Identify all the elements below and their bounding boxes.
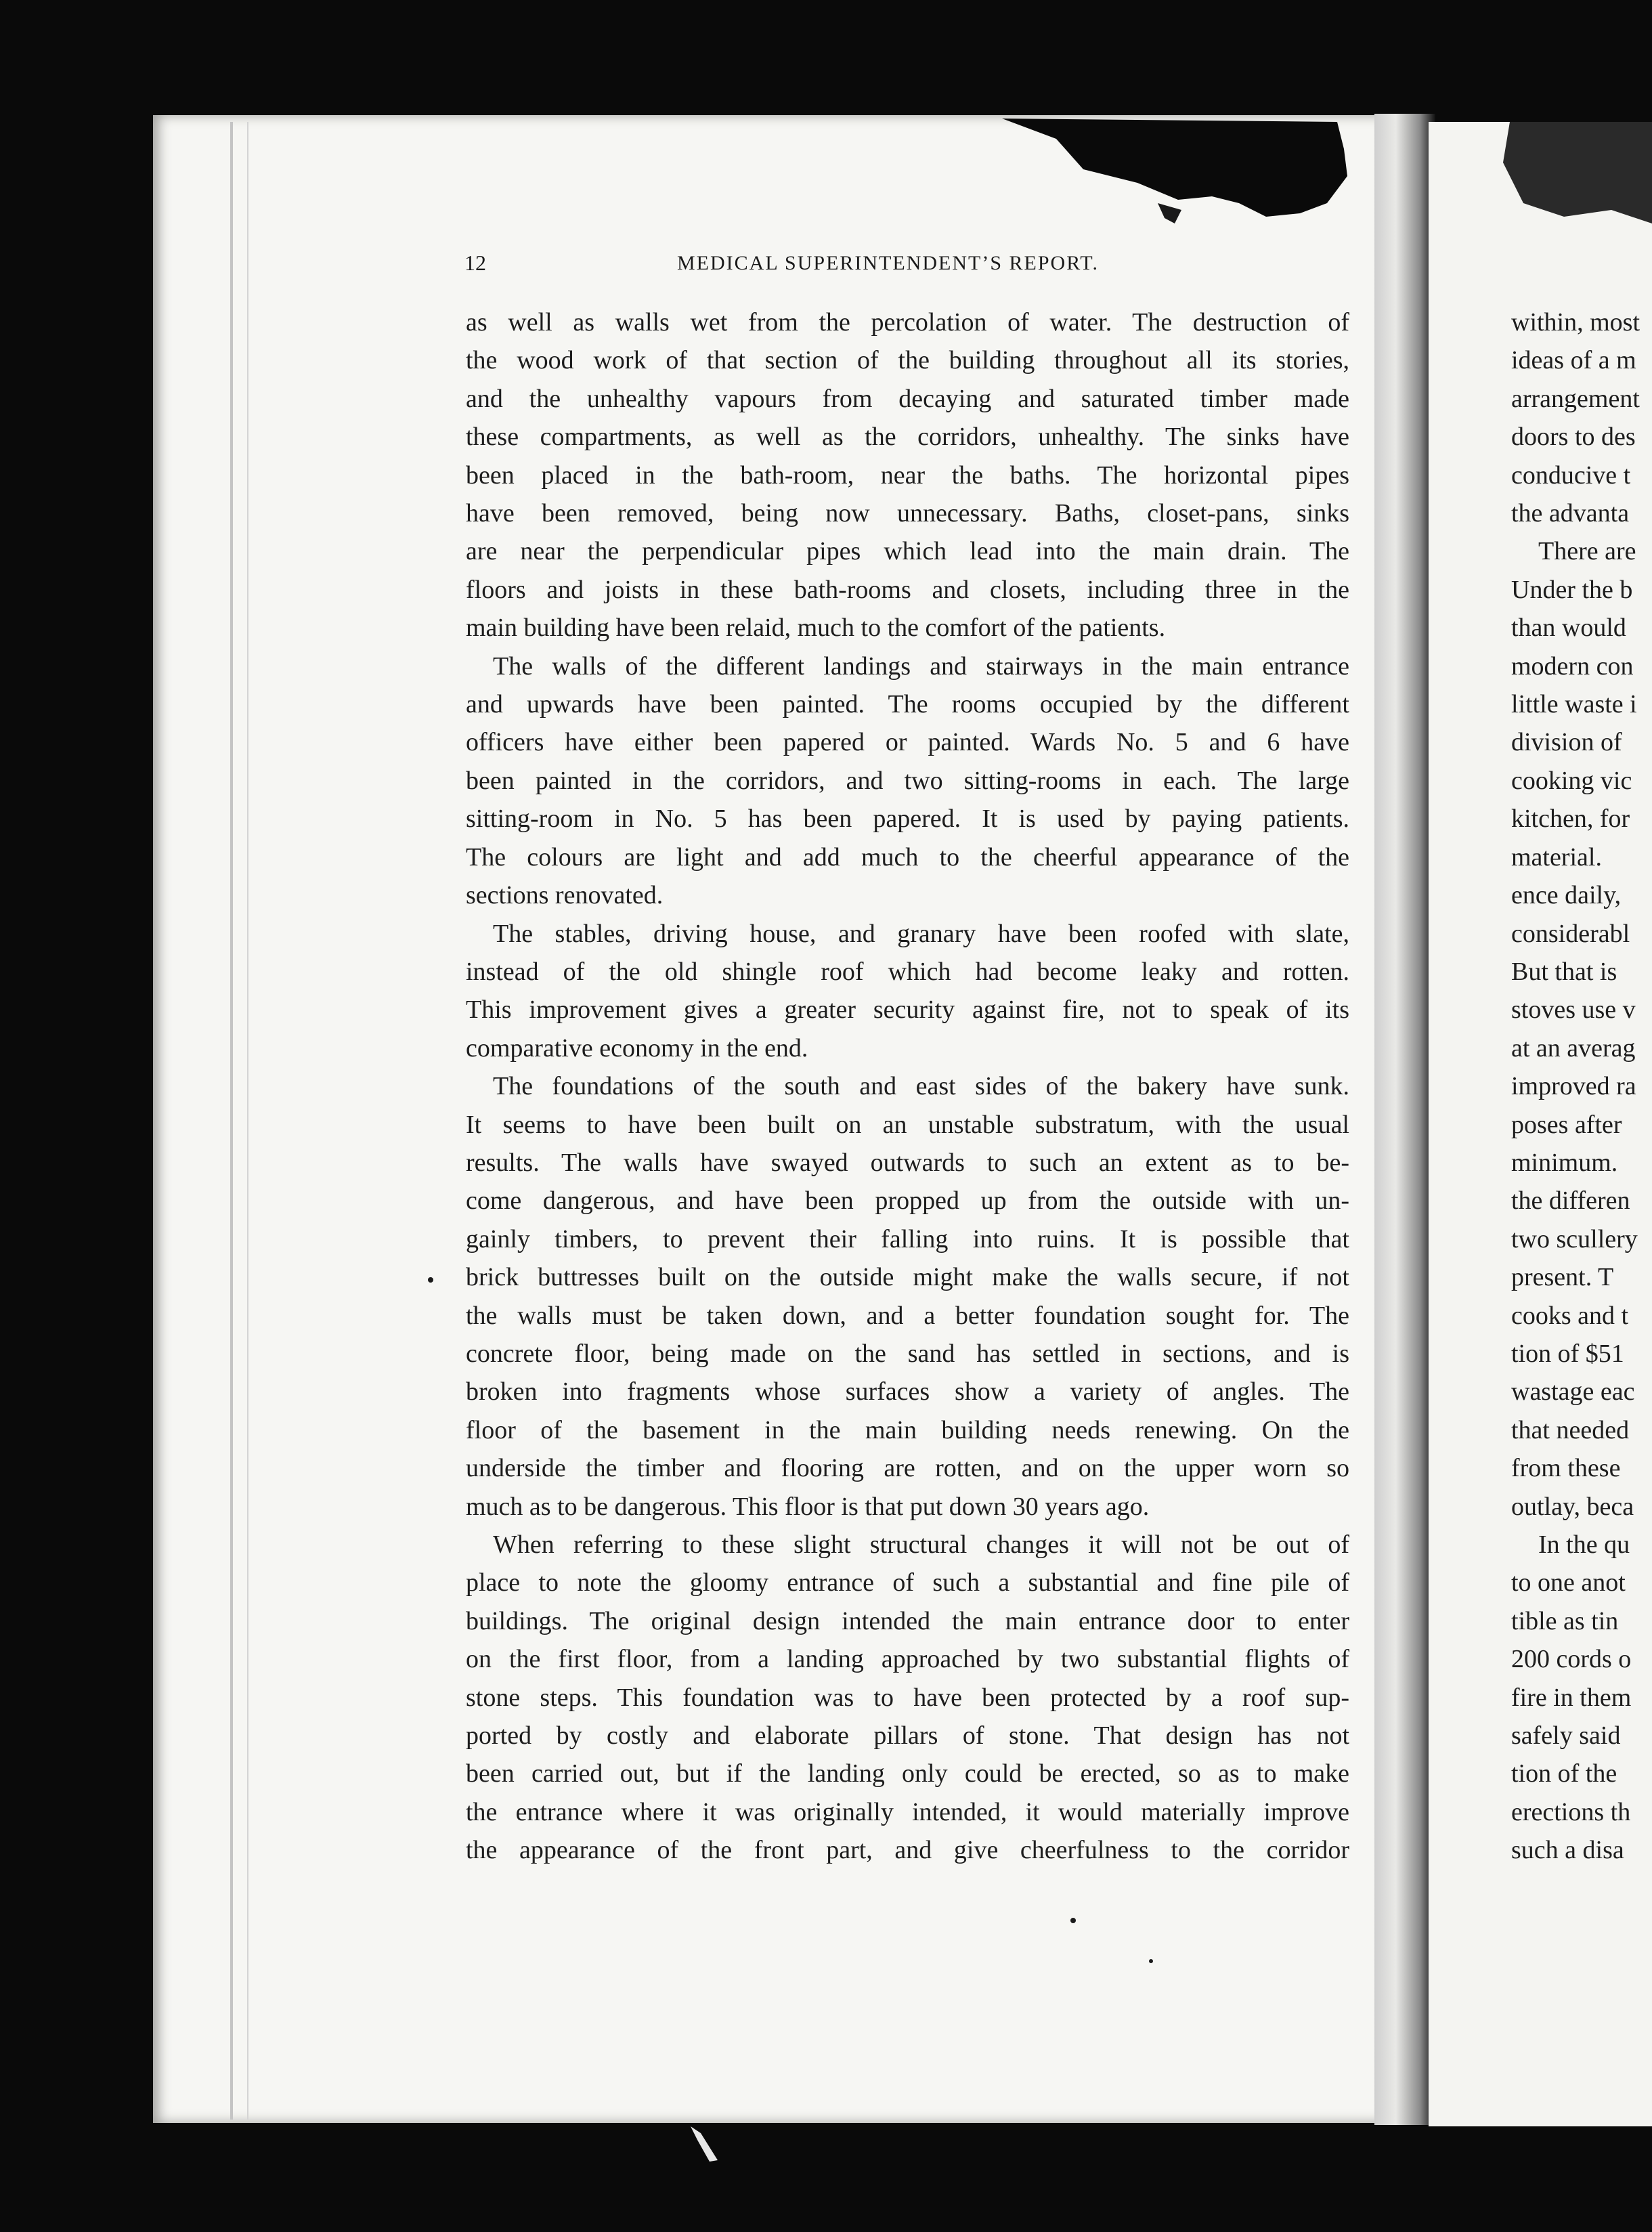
text-line: to one anot <box>1511 1568 1626 1597</box>
text-line: the advanta <box>1511 499 1630 528</box>
text-line: tion of $51 <box>1511 1339 1624 1368</box>
text-line: the differen <box>1511 1186 1630 1216</box>
text-line: broken into fragments whose surfaces show a variety of angles. The <box>466 1377 1349 1407</box>
text-line: stoves use v <box>1511 995 1636 1025</box>
text-line: on the first floor, from a landing approached by two substantial flights of <box>466 1645 1349 1674</box>
text-line: In the qu <box>1538 1530 1630 1559</box>
right-page-clip <box>1429 122 1652 2126</box>
text-line: minimum. <box>1511 1148 1618 1177</box>
text-line: ideas of a m <box>1511 346 1636 375</box>
text-line: are near the perpendicular pipes which lead into the main drain. The <box>466 537 1349 566</box>
page-number: 12 <box>464 251 486 275</box>
text-line: the wood work of that section of the building throughout all its stories, <box>466 346 1349 375</box>
text-line: wastage eac <box>1511 1377 1635 1407</box>
text-line: the appearance of the front part, and give cheerfulness to the corridor <box>466 1836 1349 1865</box>
text-line: floor of the basement in the main building needs renewing. On the <box>466 1415 1349 1444</box>
text-line: and upwards have been painted. The rooms occupied by the different <box>466 690 1349 719</box>
text-line: place to note the gloomy entrance of such a substantial and fine pile of <box>466 1568 1349 1597</box>
text-line: 200 cords o <box>1511 1645 1632 1674</box>
text-line: arrangement <box>1511 384 1640 413</box>
text-line: outlay, beca <box>1511 1492 1634 1521</box>
text-line: tion of the <box>1511 1759 1617 1788</box>
text-line: two scullery <box>1511 1224 1638 1253</box>
text-line: ported by costly and elaborate pillars of stone. That design has not <box>466 1721 1349 1751</box>
text-line: sitting-room in No. 5 has been papered. It is used by paying patients. <box>466 804 1349 834</box>
text-line: sections renovated. <box>466 881 664 910</box>
text-line: concrete floor, being made on the sand has settled in sections, and is <box>466 1339 1349 1368</box>
text-line: division of <box>1511 728 1622 757</box>
text-line: and the unhealthy vapours from decaying and saturated timber made <box>466 384 1349 413</box>
text-line: such a disa <box>1511 1836 1624 1865</box>
text-line: stone steps. This foundation was to have been protected by a roof sup- <box>466 1683 1349 1712</box>
right-page-body <box>1511 303 1652 1870</box>
text-line: been placed in the bath-room, near the baths. The horizontal pipes <box>466 460 1349 490</box>
text-line: But that is <box>1511 957 1617 986</box>
text-line: that needed <box>1511 1415 1630 1444</box>
text-line: come dangerous, and have been propped up from the outside with un- <box>466 1186 1349 1216</box>
text-line: little waste i <box>1511 690 1637 719</box>
text-line: The stables, driving house, and granary have been roofed with slate, <box>493 919 1349 948</box>
text-line: cooking vic <box>1511 766 1632 795</box>
text-line: fire in them <box>1511 1683 1632 1712</box>
text-line: This improvement gives a greater security against fire, not to speak of its <box>466 995 1349 1025</box>
text-line: improved ra <box>1511 1072 1636 1101</box>
left-page-body <box>466 303 1349 1870</box>
text-line: these compartments, as well as the corridors, unhealthy. The sinks have <box>466 423 1349 452</box>
text-line: much as to be dangerous. This floor is that put down 30 years ago. <box>466 1492 1150 1521</box>
text-line: officers have either been papered or painted. Wards No. 5 and 6 have <box>466 728 1349 757</box>
text-line: within, most <box>1511 308 1640 337</box>
text-line: gainly timbers, to prevent their falling into ruins. It is possible that <box>466 1224 1349 1253</box>
text-line: at an averag <box>1511 1033 1636 1063</box>
text-line: poses after <box>1511 1110 1622 1139</box>
text-line: the walls must be taken down, and a better foundation sought for. The <box>466 1301 1349 1330</box>
text-line: kitchen, for <box>1511 804 1630 834</box>
text-line: floors and joists in these bath-rooms and closets, including three in the <box>466 575 1349 604</box>
text-line: Under the b <box>1511 575 1633 604</box>
text-line: The walls of the different landings and stairways in the main entrance <box>493 651 1349 681</box>
text-line: cooks and t <box>1511 1301 1629 1330</box>
text-line: as well as walls wet from the percolation of water. The destruction of <box>466 308 1349 337</box>
text-line: It seems to have been built on an unstable substratum, with the usual <box>466 1110 1349 1139</box>
text-line: The colours are light and add much to the cheerful appearance of the <box>466 842 1349 872</box>
text-line: When referring to these slight structural changes it will not be out of <box>493 1530 1349 1559</box>
text-line: main building have been relaid, much to the comfort of the patients. <box>466 614 1166 643</box>
text-line: than would <box>1511 614 1626 643</box>
text-line: safely said <box>1511 1721 1621 1751</box>
text-line: doors to des <box>1511 423 1636 452</box>
text-line: conducive t <box>1511 460 1631 490</box>
text-line: comparative economy in the end. <box>466 1033 808 1063</box>
text-line: modern con <box>1511 651 1634 681</box>
text-line: underside the timber and flooring are rotten, and on the upper worn so <box>466 1454 1349 1483</box>
text-line: instead of the old shingle roof which had become leaky and rotten. <box>466 957 1349 986</box>
text-line: erections th <box>1511 1797 1631 1826</box>
text-line: been painted in the corridors, and two sitting-rooms in each. The large <box>466 766 1349 795</box>
text-line: been carried out, but if the landing only could be erected, so as to make <box>466 1759 1349 1788</box>
text-line: the entrance where it was originally intended, it would materially improve <box>466 1797 1349 1826</box>
text-line: present. T <box>1511 1263 1614 1292</box>
text-line: results. The walls have swayed outwards to such an extent as to be- <box>466 1148 1349 1177</box>
text-line: ence daily, <box>1511 881 1622 910</box>
text-line: buildings. The original design intended the main entrance door to enter <box>466 1606 1349 1635</box>
text-line: There are <box>1538 537 1636 566</box>
text-line: The foundations of the south and east sides of the bakery have sunk. <box>493 1072 1349 1101</box>
text-line: from these <box>1511 1454 1621 1483</box>
text-line: considerabl <box>1511 919 1630 948</box>
text-line: material. <box>1511 842 1602 872</box>
text-line: tible as tin <box>1511 1606 1619 1635</box>
text-line: brick buttresses built on the outside might make the walls secure, if not <box>466 1263 1349 1292</box>
text-line: have been removed, being now unnecessary. Baths, closet-pans, sinks <box>466 499 1349 528</box>
running-title: MEDICAL SUPERINTENDENT’S REPORT. <box>677 252 1100 274</box>
